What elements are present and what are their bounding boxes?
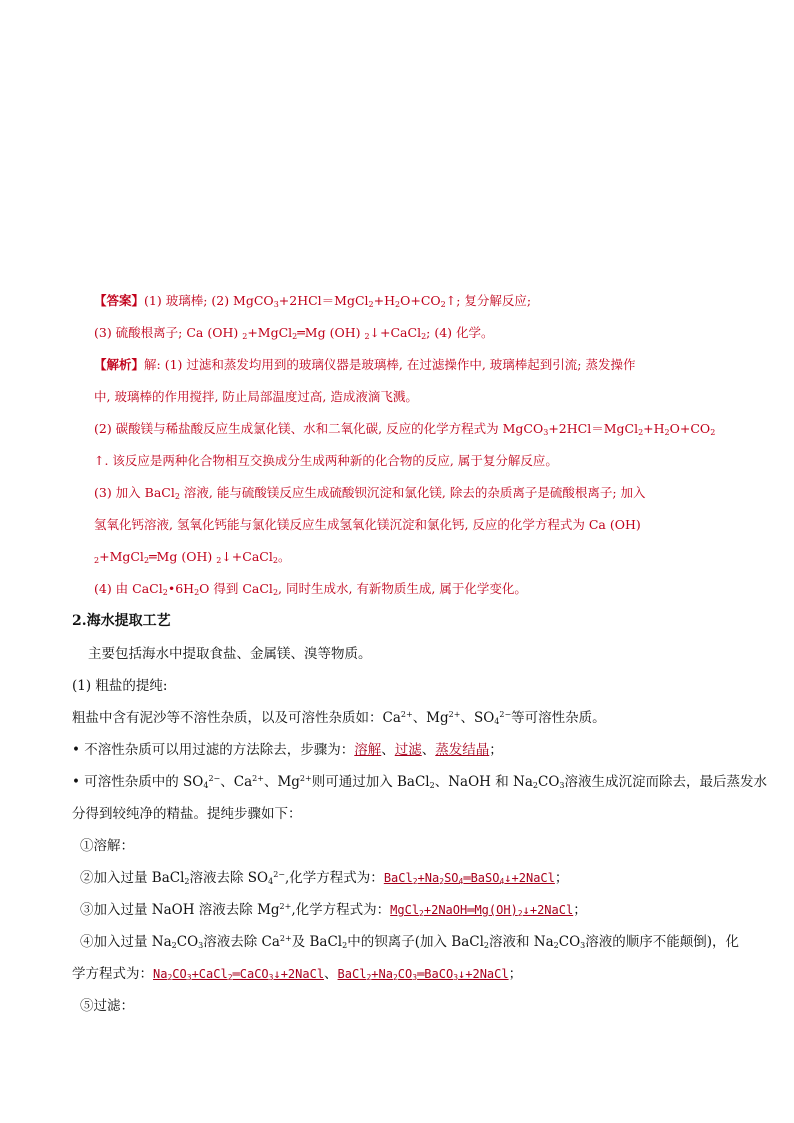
analysis-line-3: (2) 碳酸镁与稀盐酸反应生成氯化镁、水和二氧化碳, 反应的化学方程式为 $MgCO_3+2HCl=MgCl_2+H_2O+CO_2$: [94, 421, 716, 437]
analysis-line-4: ↑. 该反应是两种化合物相互交换成分生成两种新的化合物的反应, 属于复分解反应。: [94, 453, 558, 468]
analysis-line-1: 【解析】解: (1) 过滤和蒸发均用到的玻璃仪器是玻璃棒, 在过滤操作中, 玻璃棒起到引流; 蒸发操作: [94, 357, 636, 372]
analysis-line-2: 中, 玻璃棒的作用搅拌, 防止局部温度过高, 造成液滴飞溅。: [94, 389, 418, 404]
analysis-line-7: $_2$+MgCl$_2$═Mg (OH) $_2$↓+CaCl$_2$。: [94, 549, 291, 565]
step-4-line-2: 学方程式为：$Na_2CO_3+CaCl_2═CaCO_3↓+2NaCl$、$BaCl_2+Na_2CO_3═BaCO_3↓+2NaCl$；: [72, 966, 523, 982]
answer-tag: 【答案】: [94, 293, 145, 308]
step-filter: 过滤: [394, 742, 422, 758]
step-1: ①溶解：: [80, 838, 134, 854]
bullet-soluble-line-2: 分得到较纯净的精盐。提纯步骤如下：: [72, 806, 302, 822]
step-4: ④加入过量 $Na_2CO_3$溶液去除 $Ca^{2+}$及 BaCl$_2$中的钡离子(加入 BaCl$_2$溶液和 $Na_2CO_3$溶液的顺序不能颠倒)，化: [80, 934, 740, 950]
equation-bacl2-na2so4: $BaCl_2+Na_2SO_4═BaSO_4↓+2NaCl$: [383, 871, 555, 886]
step-evaporate: 蒸发结晶: [435, 742, 490, 758]
equation-bacl2-na2co3: $BaCl_2+Na_2CO_3═BaCO_3↓+2NaCl$: [337, 967, 509, 982]
equation-na2co3-cacl2: $Na_2CO_3+CaCl_2═CaCO_3↓+2NaCl$: [153, 967, 325, 982]
bullet-soluble: • 可溶性杂质中的 $SO_4^{2-}$、$Ca^{2+}$、$Mg^{2+}$则可通过加入 BaCl$_2$、NaOH 和 $Na_2CO_3$溶液生成沉淀而除去，最后蒸发水: [72, 774, 767, 790]
section-title: 2.海水提取工艺: [72, 613, 171, 629]
step-dissolve: 溶解: [354, 742, 382, 758]
analysis-line-8: (4) 由 $CaCl_2•6H_2O$ 得到 CaCl$_2$, 同时生成水, 有新物质生成, 属于化学变化。: [94, 581, 527, 597]
step-5: ⑤过滤：: [80, 998, 134, 1014]
answer-line-1: 【答案】(1) 玻璃棒; (2) $MgCO_3+2HCl=MgCl_2+H_2O+CO_2↑$; 复分解反应;: [94, 293, 532, 309]
step-2: ②加入过量 BaCl$_2$溶液去除 $SO_4^{2-}$,化学方程式为：$BaCl_2+Na_2SO_4═BaSO_4↓+2NaCl$；: [80, 870, 569, 886]
bullet-insoluble: • 不溶性杂质可以用过滤的方法除去，步骤为：溶解、过滤、蒸发结晶；: [72, 742, 503, 758]
impurity-paragraph: 粗盐中含有泥沙等不溶性杂质，以及可溶性杂质如：$Ca^{2+}$、$Mg^{2+}$、$SO_4^{2-}$等可溶性杂质。: [72, 710, 606, 726]
section-intro: 主要包括海水中提取食盐、金属镁、溴等物质。: [88, 646, 372, 662]
subsection-title: (1) 粗盐的提纯:: [72, 678, 168, 694]
step-3: ③加入过量 NaOH 溶液去除 $Mg^{2+}$,化学方程式为：$MgCl_2+2NaOH═Mg(OH)_2↓+2NaCl$；: [80, 902, 587, 918]
analysis-line-5: (3) 加入 BaCl$_2$ 溶液, 能与硫酸镁反应生成硫酸钡沉淀和氯化镁, 除去的杂质离子是硫酸根离子; 加入: [94, 485, 646, 501]
analysis-tag: 【解析】: [94, 357, 145, 372]
answer-line-2: (3) 硫酸根离子; Ca (OH) $_2$+MgCl$_2$═Mg (OH) $_2$↓+CaCl$_2$; (4) 化学。: [94, 325, 494, 341]
equation-mgcl2-naoh: $MgCl_2+2NaOH═Mg(OH)_2↓+2NaCl$: [390, 903, 574, 918]
analysis-line-6: 氢氧化钙溶液, 氢氧化钙能与氯化镁反应生成氢氧化镁沉淀和氯化钙, 反应的化学方程式为 Ca (OH): [94, 517, 641, 532]
